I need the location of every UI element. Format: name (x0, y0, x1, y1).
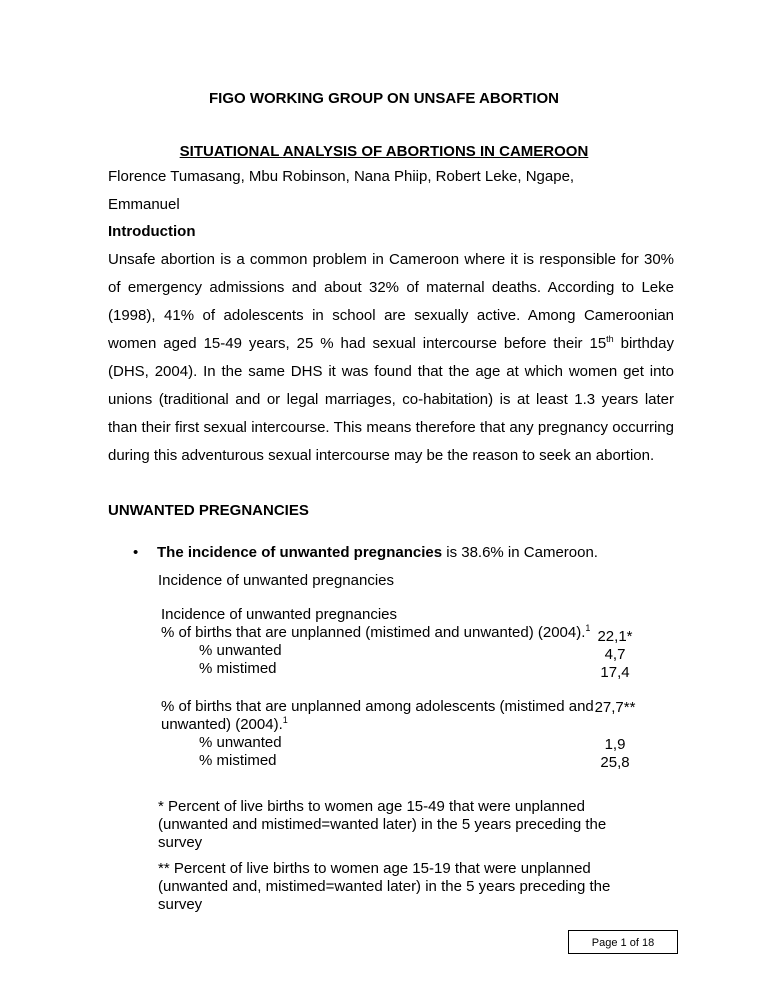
table-row-1-mistimed-label: % mistimed (199, 660, 277, 677)
table-row-2-unwanted (161, 734, 282, 752)
bullet-rest-text: is 38.6% in Cameroon. (442, 544, 598, 561)
table-row-1-mistimed (161, 660, 277, 678)
table-row-2-footnote: 1 (282, 715, 288, 725)
bullet-bold-text: The incidence of unwanted pregnancies (157, 544, 443, 561)
page-number: Page 1 of 18 (568, 930, 678, 954)
footnote-single-asterisk: * Percent of live births to women age 15-49 that were unplanned (unwanted and mistimed=wanted later) in the 5 years preceding the survey (158, 798, 607, 851)
authors (108, 163, 674, 219)
introduction-paragraph (108, 246, 674, 470)
table-row-2-mistimed-value: 25,8 (600, 754, 630, 771)
bullet-icon: • (133, 544, 139, 561)
table-row-1-label (161, 624, 590, 642)
table-row-1-mistimed-value: 17,4 (600, 664, 630, 681)
document-subtitle: SITUATIONAL ANALYSIS OF ABORTIONS IN CAMEROON (179, 143, 589, 160)
table-row-2-label-line-2 (161, 716, 288, 734)
introduction-heading: Introduction (108, 223, 196, 240)
document-title: FIGO WORKING GROUP ON UNSAFE ABORTION (208, 90, 559, 107)
table-row-2-value: 27,7** (594, 699, 636, 716)
table-row-1-unwanted-label: % unwanted (199, 642, 282, 659)
table-header: Incidence of unwanted pregnancies (161, 606, 398, 623)
authors-line-2: Emmanuel (108, 196, 180, 213)
intro-text-part-1: Unsafe abortion is a common problem in Cameroon where it is responsible for 30% of emergency admissions and about 32% of maternal deaths. According to Leke (1998), 41% of adolescents in school are sexually active. Among Cameroonian women aged 15-49 years, 25 % had sexual intercourse before their 15 (108, 251, 674, 352)
authors-line-1: Florence Tumasang, Mbu Robinson, Nana Phiip, Robert Leke, Ngape, (108, 168, 575, 185)
table-row-1-unwanted-value: 4,7 (604, 646, 626, 663)
table-row-1-value: 22,1* (597, 628, 633, 645)
table-row-2-unwanted-value: 1,9 (604, 736, 626, 753)
table-row-2-text: unwanted) (2004). (161, 716, 283, 733)
intro-superscript: th (606, 334, 614, 344)
intro-text-part-2: birthday (DHS, 2004). In the same DHS it was found that the age at which women get into unions (traditional and or legal marriages, co-habitation) is at least 1.3 years later than their first sexual intercourse. This means therefore that any pregnancy occurring during this adventurous sexual intercourse may be the reason to seek an abortion. (108, 335, 674, 464)
table-row-2-mistimed (161, 752, 277, 770)
table-caption: Incidence of unwanted pregnancies (158, 572, 395, 589)
table-row-2-mistimed-label: % mistimed (199, 752, 277, 769)
table-row-1-footnote: 1 (585, 623, 591, 633)
footnote-double-asterisk: ** Percent of live births to women age 15-19 that were unplanned (unwanted and, mistimed=wanted later) in the 5 years preceding the survey (158, 860, 611, 913)
section-heading-unwanted-pregnancies: UNWANTED PREGNANCIES (108, 502, 309, 519)
table-row-1-unwanted (161, 642, 282, 660)
table-row-2-label-line-1: % of births that are unplanned among adolescents (mistimed and (161, 698, 594, 715)
table-row-1-text: % of births that are unplanned (mistimed and unwanted) (2004). (161, 624, 586, 641)
bullet-text (157, 544, 598, 561)
table-row-2-unwanted-label: % unwanted (199, 734, 282, 751)
